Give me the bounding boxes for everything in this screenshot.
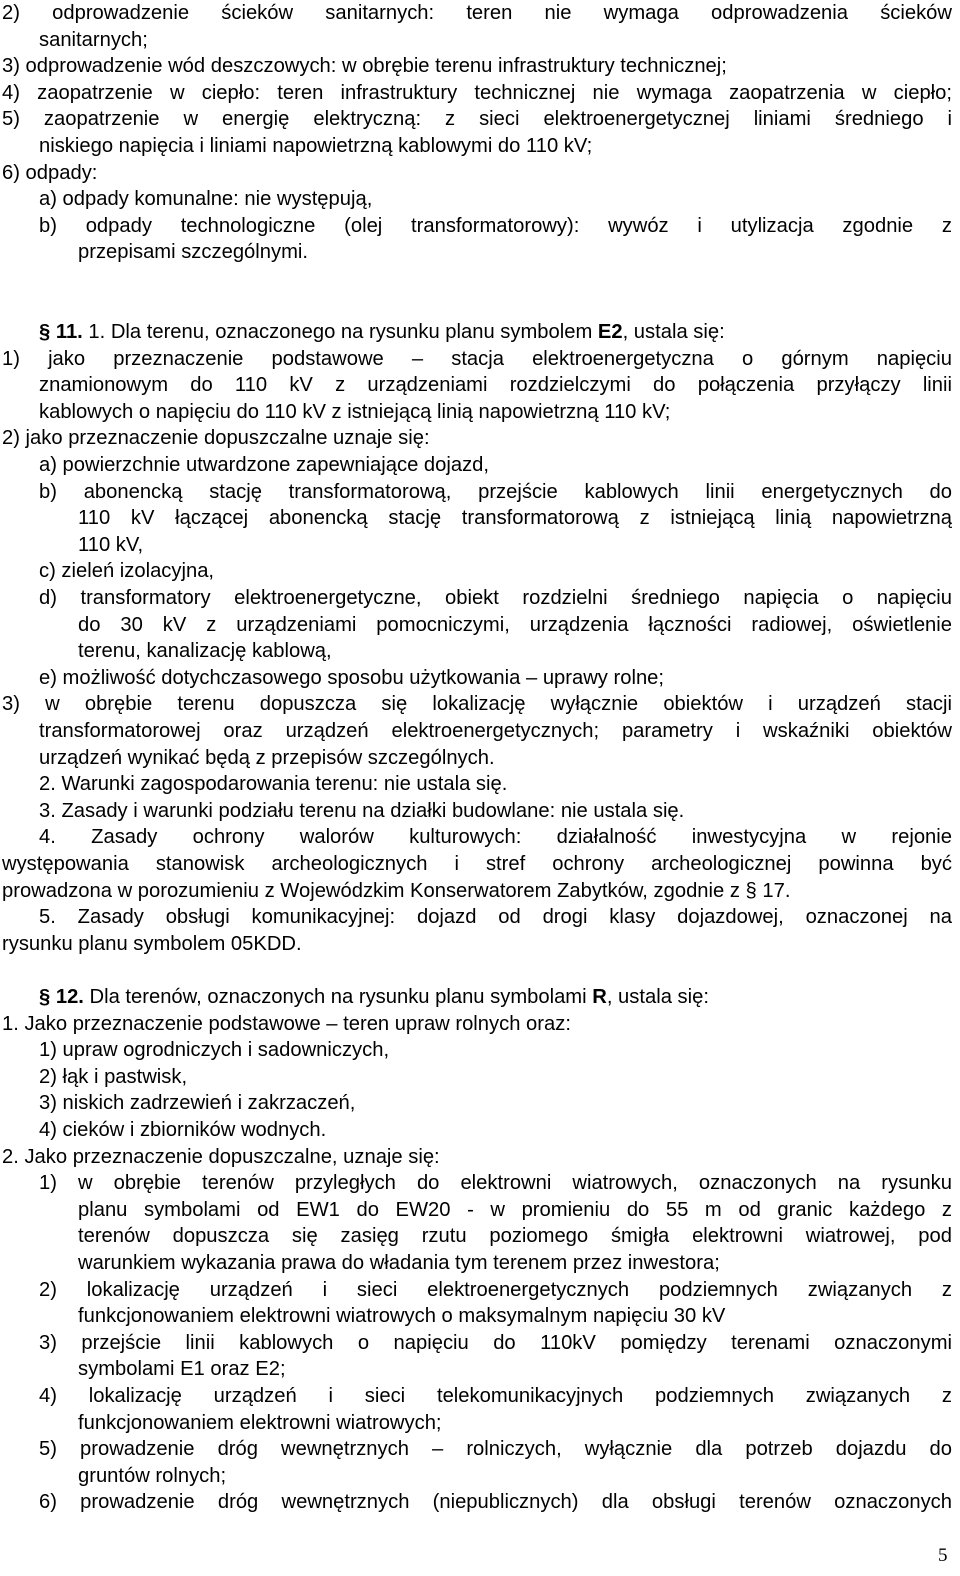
paragraph-continuation: występowania stanowisk archeologicznych i stref ochrony archeologicznej powinna być (2, 853, 952, 875)
list-item: 4) lokalizację urządzeń i sieci telekomunikacyjnych podziemnych związanych z (39, 1385, 952, 1407)
sub-list-item-continuation: przepisami szczególnymi. (78, 241, 308, 264)
sub-list-item: b) abonencką stację transformatorową, przejście kablowych linii energetycznych do (39, 480, 952, 503)
list-item: 1) jako przeznaczenie podstawowe – stacja elektroenergetyczna o górnym napięciu (2, 347, 952, 370)
paragraph: 4. Zasady ochrony walorów kulturowych: działalność inwestycyjna w rejonie (39, 826, 952, 849)
sub-list-item: a) powierzchnie utwardzone zapewniające dojazd, (39, 454, 489, 476)
list-item-continuation: niskiego napięcia i liniami napowietrzną kablowymi do 110 kV; (39, 135, 593, 157)
section-heading: § 12. (39, 986, 84, 1008)
section-intro: § 11. 1. Dla terenu, oznaczonego na rysunku planu symbolem E2, ustala się: (39, 321, 725, 343)
list-item-continuation: funkcjonowaniem elektrowni wiatrowych o maksymalnym napięciu 30 kV (78, 1305, 726, 1328)
list-item: 5) zaopatrzenie w energię elektryczną: z sieci elektroenergetycznej liniami średniego i (2, 108, 952, 131)
paragraph-continuation: rysunku planu symbolem 05KDD. (2, 932, 302, 955)
zone-symbol: R (592, 986, 607, 1008)
sub-list-item: c) zieleń izolacyjna, (39, 560, 215, 583)
paragraph-continuation: prowadzona w porozumieniu z Wojewódzkim Konserwatorem Zabytków, zgodnie z § 17. (2, 879, 791, 902)
zone-symbol: E2 (597, 321, 623, 343)
sub-list-item: d) transformatory elektroenergetyczne, obiekt rozdzielni średniego napięcia o napięciu (39, 587, 952, 609)
sub-list-item-continuation: terenu, kanalizację kablową, (78, 640, 332, 663)
list-item: 3) odprowadzenie wód deszczowych: w obrębie terenu infrastruktury technicznej; (2, 55, 727, 78)
list-item: 2) jako przeznaczenie dopuszczalne uznaje się: (2, 427, 430, 450)
list-item-continuation: funkcjonowaniem elektrowni wiatrowych; (78, 1411, 442, 1434)
paragraph: 5. Zasady obsługi komunikacyjnej: dojazd od drogi klasy dojazdowej, oznaczonej na (39, 906, 952, 929)
paragraph: 3. Zasady i warunki podziału terenu na działki budowlane: nie ustala się. (39, 799, 685, 822)
list-item: 6) prowadzenie dróg wewnętrznych (niepublicznych) dla obsługi terenów oznaczonych (39, 1491, 952, 1514)
sub-list-item: a) odpady komunalne: nie występują, (39, 188, 373, 211)
list-item-continuation: terenów dopuszcza się zasięg rzutu poziomego śmigła elektrowni wiatrowej, pod (78, 1225, 952, 1248)
sub-list-item-continuation: 110 kV łączącej abonencką stację transformatorową z istniejącą linią napowietrzną (78, 507, 952, 530)
list-item-continuation: symbolami E1 oraz E2; (78, 1358, 286, 1381)
list-item: 2) lokalizację urządzeń i sieci elektroenergetycznych podziemnych związanych z (39, 1278, 952, 1301)
list-item-continuation: kablowych o napięciu do 110 kV z istniejącą linią napowietrzną 110 kV; (39, 400, 671, 423)
page-number: 5 (938, 1545, 948, 1566)
list-item-continuation: urządzeń wynikać będą z przepisów szczególnych. (39, 746, 495, 769)
list-item: 1) w obrębie terenów przyległych do elektrowni wiatrowych, oznaczonych na rysunku (39, 1172, 952, 1195)
section-intro: § 12. Dla terenów, oznaczonych na rysunku planu symbolami R, ustala się: (39, 986, 709, 1008)
list-item-continuation: znamionowym do 110 kV z urządzeniami rozdzielczymi do połączenia przyłączy linii (39, 374, 952, 397)
sub-list-item: e) możliwość dotychczasowego sposobu użytkowania – uprawy rolne; (39, 666, 665, 689)
list-item: 2) odprowadzenie ścieków sanitarnych: teren nie wymaga odprowadzenia ścieków (2, 2, 952, 24)
list-item: 4) zaopatrzenie w ciepło: teren infrastruktury technicznej nie wymaga zaopatrzenia w ciepło; (2, 81, 952, 104)
list-item: 3) przejście linii kablowych o napięciu do 110kV pomiędzy terenami oznaczonymi (39, 1331, 952, 1354)
list-item-continuation: warunkiem wykazania prawa do władania tym terenem przez inwestora; (78, 1252, 720, 1274)
list-item: 5) prowadzenie dróg wewnętrznych – rolniczych, wyłącznie dla potrzeb dojazdu do (39, 1438, 952, 1461)
sub-list-item-continuation: do 30 kV z urządzeniami pomocniczymi, urządzenia łączności radiowej, oświetlenie (78, 613, 952, 636)
list-item: 4) cieków i zbiorników wodnych. (39, 1119, 327, 1141)
paragraph: 2. Warunki zagospodarowania terenu: nie ustala się. (39, 773, 508, 796)
list-item-continuation: transformatorowej oraz urządzeń elektroenergetycznych; parametry i wskaźniki obiektów (39, 720, 952, 742)
sub-list-item: b) odpady technologiczne (olej transformatorowy): wywóz i utylizacja zgodnie z (39, 214, 952, 237)
list-item-continuation: gruntów rolnych; (78, 1464, 227, 1487)
list-item-continuation: sanitarnych; (39, 28, 148, 51)
list-item-continuation: planu symbolami od EW1 do EW20 - w promieniu do 55 m od granic każdego z (78, 1198, 952, 1221)
paragraph: 1. Jako przeznaczenie podstawowe – teren upraw rolnych oraz: (2, 1012, 571, 1035)
list-item: 2) łąk i pastwisk, (39, 1065, 188, 1088)
list-item: 1) upraw ogrodniczych i sadowniczych, (39, 1039, 390, 1062)
list-item: 3) niskich zadrzewień i zakrzaczeń, (39, 1092, 356, 1115)
list-item: 3) w obrębie terenu dopuszcza się lokalizację wyłącznie obiektów i urządzeń stacji (2, 693, 952, 716)
section-heading: § 11. (39, 321, 83, 343)
paragraph: 2. Jako przeznaczenie dopuszczalne, uznaje się: (2, 1145, 440, 1168)
list-item: 6) odpady: (2, 161, 98, 184)
sub-list-item-continuation: 110 kV, (78, 533, 144, 556)
